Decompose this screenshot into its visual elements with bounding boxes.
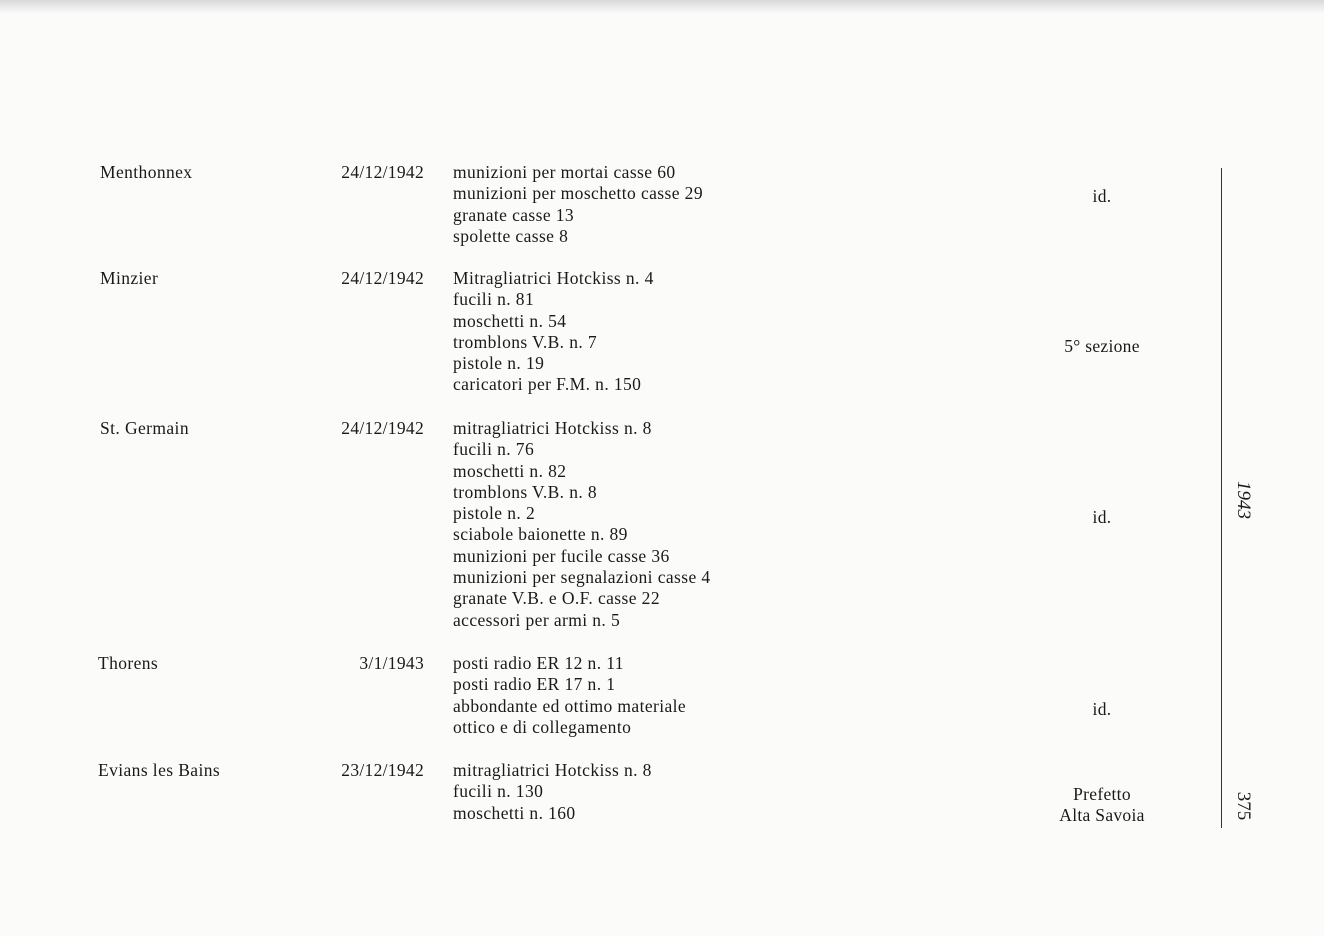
list-item: fucili n. 76 xyxy=(453,439,535,460)
place-name: St. Germain xyxy=(100,418,189,438)
date: 24/12/1942 xyxy=(341,268,424,288)
list-item: munizioni per fucile casse 36 xyxy=(453,545,670,566)
list-item: munizioni per segnalazioni casse 4 xyxy=(453,567,711,588)
list-item: mitragliatrici Hotckiss n. 8 xyxy=(453,418,652,438)
list-item: Mitragliatrici Hotckiss n. 4 xyxy=(453,268,654,288)
list-item: posti radio ER 17 n. 1 xyxy=(453,674,616,695)
source-line: id. xyxy=(1092,699,1112,719)
place-name: Thorens xyxy=(98,653,159,673)
place-name: Evians les Bains xyxy=(98,760,221,780)
list-item: mitragliatrici Hotckiss n. 8 xyxy=(453,760,652,780)
source-note xyxy=(1002,699,1202,720)
list-item: fucili n. 130 xyxy=(453,781,544,802)
page-number: 375 xyxy=(1233,791,1254,821)
list-item: moschetti n. 82 xyxy=(453,460,567,481)
list-item: moschetti n. 160 xyxy=(453,802,576,823)
place-name: Minzier xyxy=(100,268,159,288)
date: 24/12/1942 xyxy=(341,418,424,438)
list-item: moschetti n. 54 xyxy=(453,310,567,331)
items-list xyxy=(453,162,703,247)
list-item: posti radio ER 12 n. 11 xyxy=(453,653,624,673)
list-item: abbondante ed ottimo materiale xyxy=(453,695,687,716)
list-item: munizioni per moschetto casse 29 xyxy=(453,183,703,204)
list-item: sciabole baionette n. 89 xyxy=(453,524,628,545)
running-header-year: 1943 xyxy=(1233,481,1254,519)
list-item: munizioni per mortai casse 60 xyxy=(453,162,676,182)
list-item: ottico e di collegamento xyxy=(453,716,632,737)
items-list xyxy=(453,418,711,631)
place-name: Menthonnex xyxy=(100,162,193,182)
source-line: Alta Savoia xyxy=(1059,805,1145,826)
items-list xyxy=(453,760,652,824)
items-list xyxy=(453,268,654,396)
list-item: caricatori per F.M. n. 150 xyxy=(453,374,642,395)
list-item: tromblons V.B. n. 8 xyxy=(453,481,598,502)
list-item: granate V.B. e O.F. casse 22 xyxy=(453,588,660,609)
list-item: pistole n. 2 xyxy=(453,503,536,524)
list-item: fucili n. 81 xyxy=(453,289,535,310)
list-item: spolette casse 8 xyxy=(453,225,569,246)
date: 23/12/1942 xyxy=(341,760,424,780)
date: 24/12/1942 xyxy=(341,162,424,182)
source-line: 5° sezione xyxy=(1064,336,1140,356)
list-item: tromblons V.B. n. 7 xyxy=(453,331,598,352)
source-note xyxy=(1002,336,1202,357)
source-note xyxy=(1002,507,1202,528)
source-line: id. xyxy=(1092,507,1112,527)
list-item: accessori per armi n. 5 xyxy=(453,609,621,630)
source-line: Prefetto xyxy=(1073,784,1131,804)
vertical-rule xyxy=(1221,168,1222,828)
source-note xyxy=(1002,186,1202,207)
source-note xyxy=(1002,784,1202,827)
date: 3/1/1943 xyxy=(359,653,424,673)
items-list xyxy=(453,653,686,738)
list-item: granate casse 13 xyxy=(453,204,575,225)
list-item: pistole n. 19 xyxy=(453,353,545,374)
page-edge-shadow xyxy=(0,0,1324,14)
source-line: id. xyxy=(1092,186,1112,206)
